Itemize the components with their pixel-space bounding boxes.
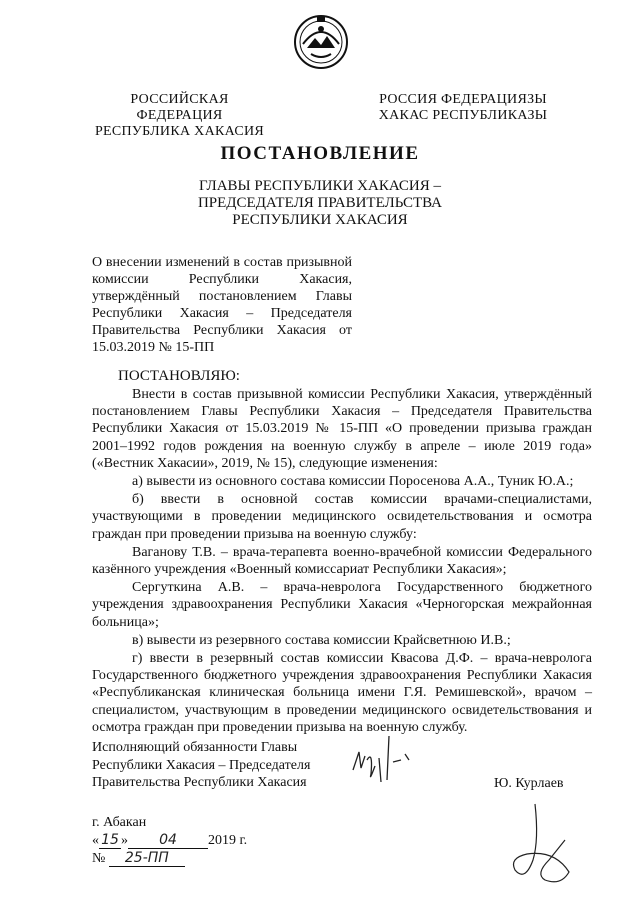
issuer-line1: ГЛАВЫ РЕСПУБЛИКИ ХАКАСИЯ – <box>198 178 442 194</box>
handwritten-signature <box>345 730 425 790</box>
issuer-line3: РЕСПУБЛИКИ ХАКАСИЯ <box>232 212 408 228</box>
body-paragraph-a: а) вывести из основного состава комиссии Поросенова А.А., Туник Ю.А.; <box>132 474 574 490</box>
body-paragraph-sergutkin: Сергуткина А.В. – врача-невролога Государственного бюджетного учреждения здравоохранения Республики Хакасия «Черногорская межрайонная больница»; <box>92 580 592 630</box>
number-value-handwritten: 25-ПП <box>109 851 185 867</box>
header-right-line2: ХАКАС РЕСПУБЛИКАЗЫ <box>378 108 548 123</box>
document-body <box>92 386 592 736</box>
header-left-line2: РЕСПУБЛИКА ХАКАСИЯ <box>94 124 265 139</box>
number-prefix: № <box>92 851 106 866</box>
document-number <box>92 851 292 871</box>
issuer-line2: ПРЕДСЕДАТЕЛЯ ПРАВИТЕЛЬСТВА <box>197 195 443 211</box>
signatory-position-line2: Республики Хакасия – Председателя <box>92 757 311 773</box>
body-paragraph-vaganova: Ваганову Т.В. – врача-терапевта военно-врачебной комиссии Федерального казённого учреждения «Военный комиссариат Республики Хакасия»; <box>92 544 592 578</box>
document-subject: О внесении изменений в состав призывной комиссии Республики Хакасия, утверждённый постановлением Главы Республики Хакасия – Председателя Правительства Республики Хакасия от 15.03.2019 № 15-ПП <box>92 255 352 355</box>
coat-of-arms-emblem <box>293 14 349 70</box>
date-month-handwritten: 04 <box>128 833 208 849</box>
place-of-signing: г. Абакан <box>92 815 147 830</box>
signatory-position-line1: Исполняющий обязанности Главы <box>92 740 298 755</box>
document-type-title: ПОСТАНОВЛЕНИЕ <box>220 143 420 164</box>
header-russian <box>92 92 267 140</box>
date-day-handwritten: 15 <box>99 833 121 849</box>
handwritten-flourish <box>505 800 575 890</box>
body-paragraph-b: б) ввести в основной состав комиссии врачами-специалистами, участвующими в проведении медицинского освидетельствования и осмотра граждан при проведении призыва на военную службу: <box>92 492 592 542</box>
header-right-line1: РОССИЯ ФЕДЕРАЦИЯЗЫ <box>379 92 547 107</box>
date-year: 2019 г. <box>208 833 248 848</box>
signing-date <box>92 833 292 853</box>
header-left-line1: РОССИЙСКАЯ ФЕДЕРАЦИЯ <box>130 92 229 123</box>
date-open-quote: « <box>92 833 99 848</box>
signatory-position <box>92 739 310 792</box>
issuer-block <box>160 178 480 229</box>
body-paragraph-g: г) ввести в резервный состав комиссии Квасова Д.Ф. – врача-невролога Государственного бюджетного учреждения здравоохранения Республики Хакасия «Республиканская клиническая больница имени Г.Я. Ремишевской», врачом – специалистом, участвующим в проведении медицинского освидетельствования и осмотра граждан при проведении призыва на военную службу. <box>92 651 592 735</box>
header-khakas <box>378 92 548 124</box>
decree-word: ПОСТАНОВЛЯЮ: <box>118 368 240 384</box>
date-close-quote: » <box>121 833 128 848</box>
signatory-position-line3: Правительства Республики Хакасия <box>92 775 307 790</box>
body-paragraph-intro: Внести в состав призывной комиссии Республики Хакасия, утверждённый постановлением Главы Республики Хакасия – Председателя Правительства Республики Хакасия от 15.03.2019 № 15-ПП «О проведении призыва граждан 2001–1992 годов рождения на военную службу в апреле – июле 2019 года» («Вестник Хакасии», 2019, № 15), следующие изменения: <box>92 387 592 471</box>
body-paragraph-v: в) вывести из резервного состава комиссии Крайсветнюю И.В.; <box>132 632 511 648</box>
signatory-name: Ю. Курлаев <box>494 776 564 791</box>
